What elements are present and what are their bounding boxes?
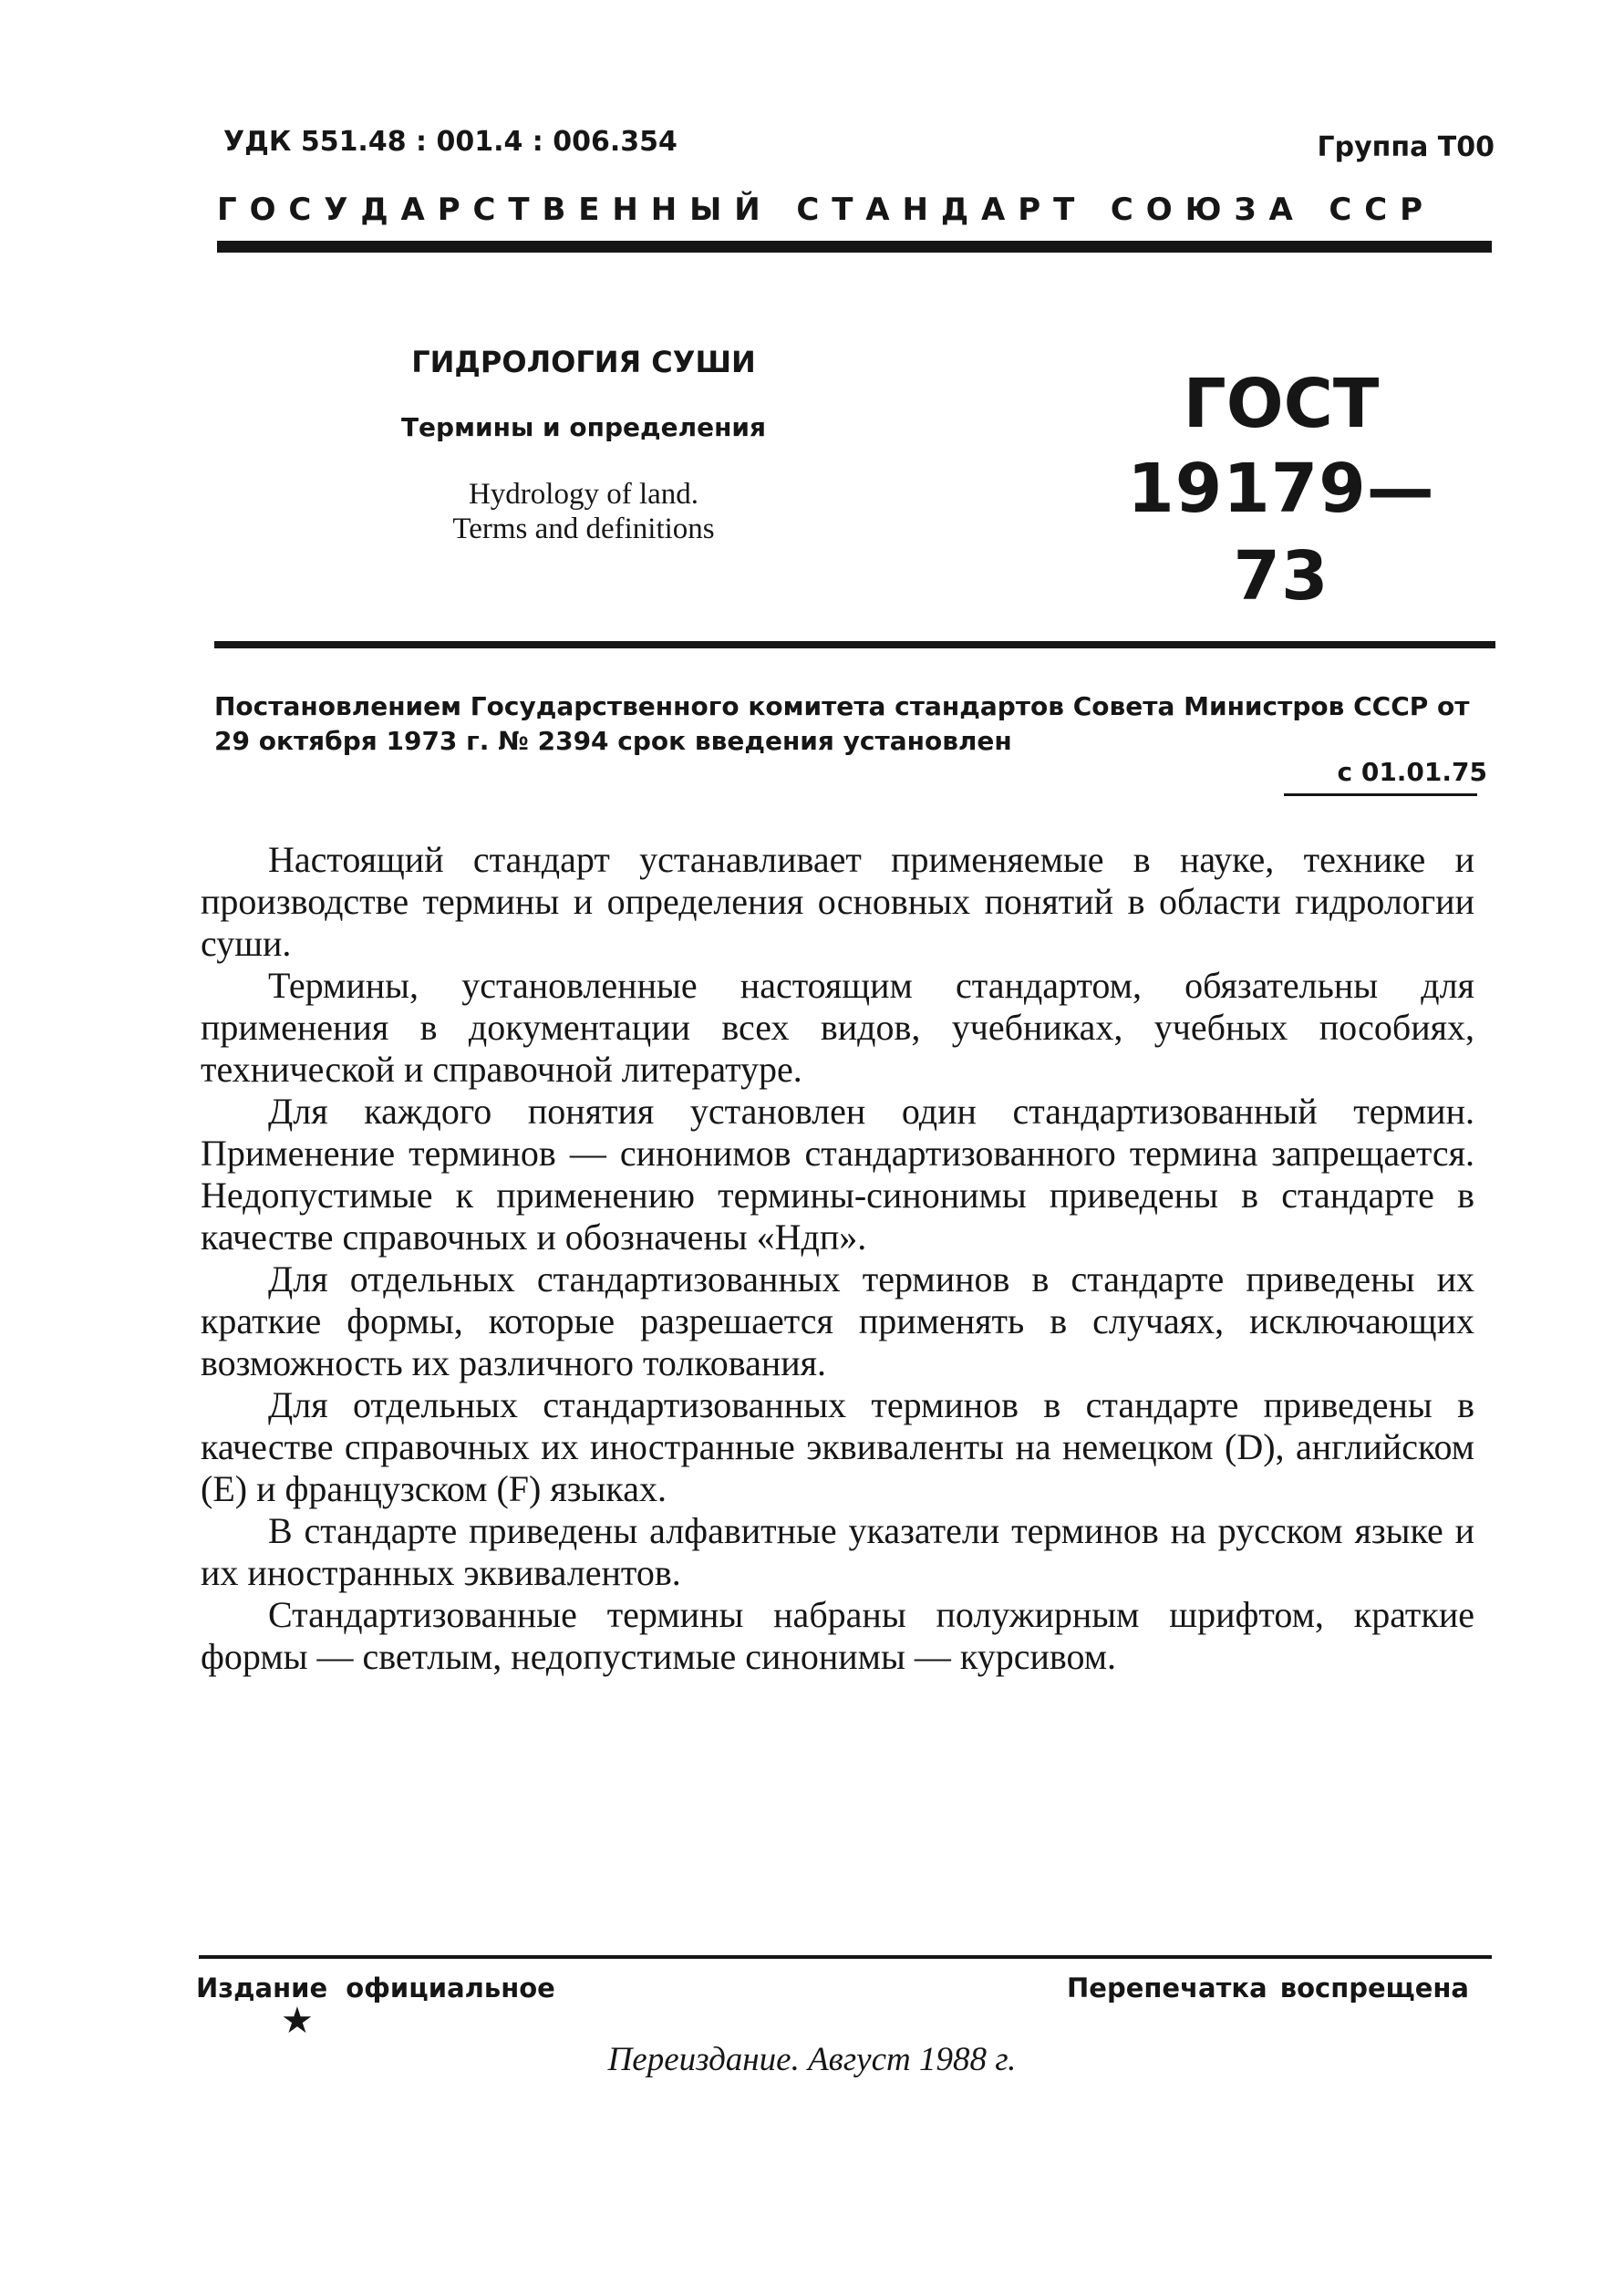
intro-paragraph: Настоящий стандарт устанавливает применяемые в науке, технике и производстве термины и определения основных понятий в области гидрологии суши.	[201, 839, 1474, 964]
decree-text: Постановлением Государственного комитета стандартов Совета Министров СССР от 29 октября 1973 г. № 2394 срок введения установлен	[214, 691, 1470, 756]
header-rule	[217, 241, 1492, 253]
document-subtitle: Термины и определения	[400, 412, 767, 442]
effective-date: с 01.01.75	[1337, 757, 1487, 787]
introduction	[201, 839, 1474, 1678]
udc-code: УДК 551.48 : 001.4 : 006.354	[223, 126, 678, 158]
english-title-line-2: Terms and definitions	[452, 513, 715, 545]
group-code: Группа Т00	[1317, 131, 1495, 163]
star-icon: ★	[281, 2000, 314, 2042]
intro-paragraph: Для отдельных стандартизованных терминов в стандарте приведены в качестве справочных их иностранные эквиваленты на немецком (D), английском (E) и французском (F) языках.	[201, 1384, 1474, 1509]
document-title: ГИДРОЛОГИЯ СУШИ	[411, 345, 756, 379]
intro-paragraph: В стандарте приведены алфавитные указатели терминов на русском языке и их иностранных эквивалентов.	[201, 1510, 1474, 1593]
english-title-line-1: Hydrology of land.	[468, 478, 699, 511]
reprint-prohibited-label: Перепечатка воспрещена	[1067, 1973, 1469, 2004]
effective-date-rule	[1284, 793, 1477, 796]
official-edition-label: Издание официальное	[196, 1973, 555, 2004]
title-block	[347, 345, 821, 546]
gost-label: ГОСТ	[1183, 365, 1380, 443]
intro-paragraph: Для отдельных стандартизованных терминов в стандарте приведены их краткие формы, которые разрешается применять в случаях, исключающих возможность их различного толкования.	[201, 1258, 1474, 1383]
footer-rule	[199, 1955, 1492, 1959]
intro-paragraph: Для каждого понятия установлен один стандартизованный термин. Применение терминов — синонимов стандартизованного термина запрещается. Недопустимые к применению термины-синонимы приведены в стандарте в качестве справочных и обозначены «Ндп».	[201, 1091, 1474, 1258]
intro-paragraph: Термины, установленные настоящим стандартом, обязательны для применения в документации всех видов, учебниках, учебных пособиях, технической и справочной литературе.	[201, 965, 1474, 1090]
title-rule	[214, 641, 1495, 648]
intro-paragraph: Стандартизованные термины набраны полужирным шрифтом, краткие формы — светлым, недопустимые синонимы — курсивом.	[201, 1594, 1474, 1677]
state-standard-banner: ГОСУДАРСТВЕННЫЙ СТАНДАРТ СОЮЗА ССР	[217, 192, 1435, 228]
gost-number: 19179—73	[1127, 450, 1435, 616]
reissue-note: Переиздание. Август 1988 г.	[607, 2041, 1017, 2078]
english-title	[347, 477, 821, 546]
gost-designation	[1122, 363, 1441, 620]
